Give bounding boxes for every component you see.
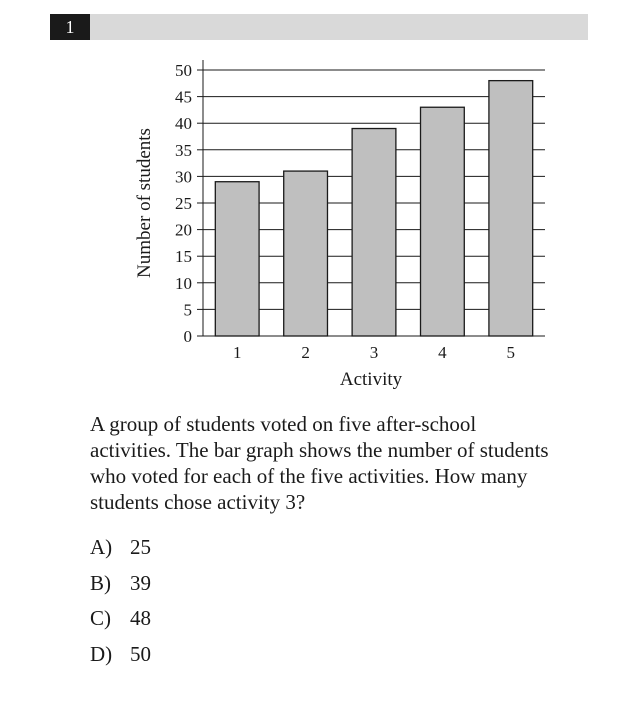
bar [489,81,533,336]
x-tick-label: 1 [232,343,242,362]
x-tick-label: 3 [369,343,379,362]
choice-value: 48 [130,606,151,630]
y-tick-label: 0 [183,327,192,346]
y-tick-label: 35 [175,140,192,160]
y-axis-title: Number of students [134,128,155,278]
choice-letter: C) [90,606,111,630]
y-tick-label: 30 [175,167,192,187]
x-axis-title: Activity [339,369,403,390]
x-tick-label: 5 [506,343,516,362]
choice-letter: D) [90,641,113,666]
choice-b[interactable] [90,569,151,605]
choice-c[interactable] [90,604,151,640]
x-tick-label: 4 [438,343,447,362]
y-tick-label: 45 [175,87,192,107]
choice-a[interactable] [90,533,151,569]
y-tick-label: 10 [175,273,192,293]
x-tick-label: 2 [301,343,310,362]
y-tick-label: 50 [175,61,192,80]
bar [421,107,465,336]
bar [284,171,328,336]
answer-choices [90,533,151,675]
choice-letter: B) [90,570,111,595]
choice-value: 50 [130,641,151,666]
bar [352,129,396,336]
question-number: 1 [50,14,90,40]
choice-value: 39 [130,570,151,595]
choice-value: 25 [130,535,151,559]
y-tick-label: 15 [175,247,192,267]
y-tick-label: 25 [175,194,192,213]
y-tick-label: 20 [175,220,192,240]
y-tick-label: 40 [175,114,192,134]
question-text: A group of students voted on five after-school activities. The bar graph shows the number of students who voted for each of the five activities. How many students chose activity 3? [90,412,549,514]
choice-letter: A) [90,535,113,559]
choice-d[interactable] [90,640,151,676]
y-tick-label: 5 [183,300,192,320]
bar [215,182,259,336]
